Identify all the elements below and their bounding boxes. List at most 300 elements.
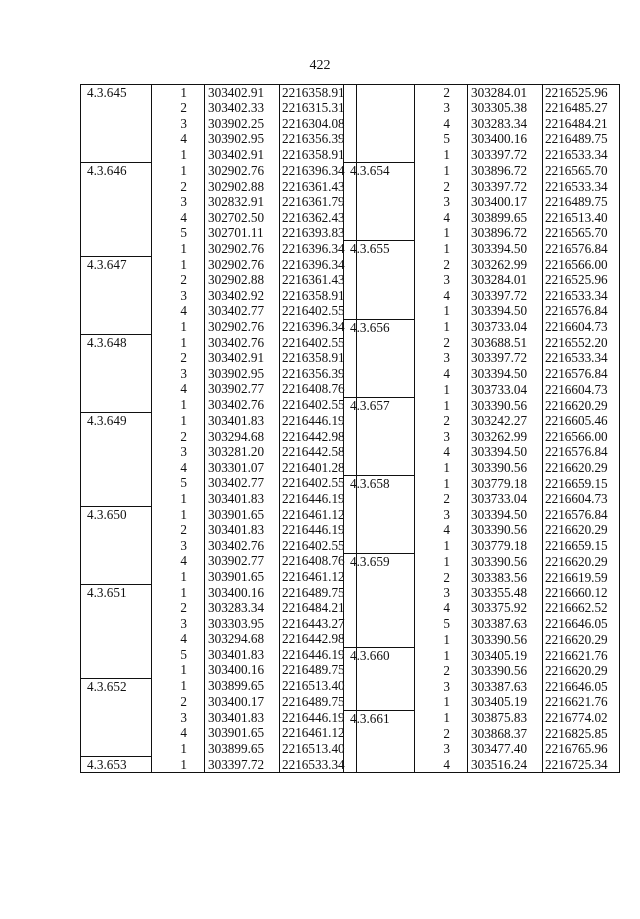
table-row: [81, 256, 357, 272]
section-number-cell: [344, 570, 415, 585]
x-coordinate-cell: 303896.72: [468, 163, 543, 179]
x-coordinate-cell: 302701.11: [205, 225, 280, 240]
y-coordinate-cell: 2216446.19: [280, 413, 357, 429]
point-number-cell: 3: [415, 741, 468, 756]
point-number-cell: 1: [415, 475, 468, 491]
y-coordinate-cell: 2216533.34: [543, 147, 620, 163]
y-coordinate-cell: 2216358.91: [280, 288, 357, 303]
point-number-cell: 4: [152, 303, 205, 318]
point-number-cell: 2: [415, 726, 468, 741]
y-coordinate-cell: 2216442.58: [280, 444, 357, 459]
x-coordinate-cell: 303402.91: [205, 147, 280, 163]
point-number-cell: 3: [415, 679, 468, 694]
x-coordinate-cell: 303733.04: [468, 381, 543, 397]
y-coordinate-cell: 2216396.34: [280, 240, 357, 256]
section-number-cell: [81, 194, 152, 209]
point-number-cell: 1: [152, 662, 205, 678]
coordinates-table-right: [343, 84, 620, 773]
y-coordinate-cell: 2216484.21: [280, 600, 357, 615]
y-coordinate-cell: 2216461.12: [280, 569, 357, 585]
x-coordinate-cell: 303733.04: [468, 319, 543, 335]
point-number-cell: 3: [415, 100, 468, 115]
table-row: [344, 257, 620, 272]
y-coordinate-cell: 2216620.29: [543, 460, 620, 476]
section-number-cell: [344, 100, 415, 115]
table-row: [344, 381, 620, 397]
y-coordinate-cell: 2216358.91: [280, 147, 357, 163]
section-number-cell: 4.3.646: [81, 163, 152, 179]
x-coordinate-cell: 303394.50: [468, 507, 543, 522]
section-number-cell: [81, 553, 152, 568]
point-number-cell: 4: [152, 460, 205, 475]
y-coordinate-cell: 2216402.55: [280, 303, 357, 318]
table-row: [81, 460, 357, 475]
point-number-cell: 2: [152, 600, 205, 615]
table-row: [344, 616, 620, 631]
table-row: [81, 100, 357, 115]
point-number-cell: 3: [415, 507, 468, 522]
y-coordinate-cell: 2216446.19: [280, 522, 357, 537]
table-row: [344, 663, 620, 678]
section-number-cell: 4.3.649: [81, 413, 152, 429]
y-coordinate-cell: 2216620.29: [543, 397, 620, 413]
section-number-cell: [344, 194, 415, 209]
x-coordinate-cell: 303394.50: [468, 303, 543, 319]
y-coordinate-cell: 2216513.40: [543, 210, 620, 225]
point-number-cell: 5: [152, 647, 205, 662]
point-number-cell: 1: [152, 163, 205, 179]
section-number-cell: [81, 397, 152, 413]
y-coordinate-cell: 2216825.85: [543, 726, 620, 741]
table-row: [344, 475, 620, 491]
y-coordinate-cell: 2216402.55: [280, 538, 357, 553]
section-number-cell: 4.3.651: [81, 585, 152, 601]
y-coordinate-cell: 2216765.96: [543, 741, 620, 756]
y-coordinate-cell: 2216525.96: [543, 272, 620, 287]
table-row: [344, 507, 620, 522]
y-coordinate-cell: 2216620.29: [543, 631, 620, 647]
x-coordinate-cell: 303400.16: [205, 662, 280, 678]
table-row: [81, 538, 357, 553]
table-row: [81, 444, 357, 459]
section-number-cell: [344, 507, 415, 522]
point-number-cell: 3: [152, 444, 205, 459]
section-number-cell: 4.3.658: [344, 475, 415, 491]
section-number-cell: [81, 116, 152, 131]
table-row: [81, 553, 357, 568]
table-row: [81, 147, 357, 163]
point-number-cell: 2: [415, 413, 468, 428]
table-row: [81, 179, 357, 194]
x-coordinate-cell: 303390.56: [468, 460, 543, 476]
table-row: [81, 740, 357, 756]
x-coordinate-cell: 303402.76: [205, 397, 280, 413]
y-coordinate-cell: 2216446.19: [280, 490, 357, 506]
table-row: [81, 600, 357, 615]
section-number-cell: [81, 319, 152, 335]
table-row: [344, 585, 620, 600]
section-number-cell: [81, 131, 152, 146]
table-row: [344, 554, 620, 570]
section-number-cell: [344, 272, 415, 287]
x-coordinate-cell: 303868.37: [468, 726, 543, 741]
point-number-cell: 3: [152, 288, 205, 303]
section-number-cell: [81, 475, 152, 490]
point-number-cell: 1: [415, 460, 468, 476]
x-coordinate-cell: 303397.72: [468, 147, 543, 163]
point-number-cell: 1: [152, 413, 205, 429]
x-coordinate-cell: 303402.76: [205, 335, 280, 351]
point-number-cell: 3: [152, 710, 205, 725]
x-coordinate-cell: 303901.65: [205, 506, 280, 522]
point-number-cell: 3: [152, 116, 205, 131]
x-coordinate-cell: 303390.56: [468, 397, 543, 413]
table-row: [81, 490, 357, 506]
section-number-cell: [81, 272, 152, 287]
point-number-cell: 4: [415, 116, 468, 131]
y-coordinate-cell: 2216774.02: [543, 710, 620, 726]
x-coordinate-cell: 303390.56: [468, 631, 543, 647]
section-number-cell: [344, 147, 415, 163]
y-coordinate-cell: 2216484.21: [543, 116, 620, 131]
x-coordinate-cell: 303397.72: [205, 756, 280, 772]
point-number-cell: 3: [415, 272, 468, 287]
x-coordinate-cell: 302902.76: [205, 163, 280, 179]
section-number-cell: [344, 600, 415, 615]
table-row: [344, 335, 620, 350]
x-coordinate-cell: 303284.01: [468, 272, 543, 287]
section-number-cell: [81, 288, 152, 303]
y-coordinate-cell: 2216576.84: [543, 366, 620, 381]
y-coordinate-cell: 2216605.46: [543, 413, 620, 428]
section-number-cell: 4.3.660: [344, 647, 415, 663]
y-coordinate-cell: 2216565.70: [543, 225, 620, 241]
y-coordinate-cell: 2216393.83: [280, 225, 357, 240]
point-number-cell: 4: [152, 131, 205, 146]
table-row: [81, 710, 357, 725]
table-row: [81, 350, 357, 365]
point-number-cell: 1: [152, 506, 205, 522]
x-coordinate-cell: 303733.04: [468, 491, 543, 506]
page-number: 422: [309, 58, 331, 73]
section-number-cell: [81, 522, 152, 537]
table-row: [344, 413, 620, 428]
y-coordinate-cell: 2216489.75: [543, 131, 620, 146]
x-coordinate-cell: 302702.50: [205, 210, 280, 225]
point-number-cell: 2: [415, 257, 468, 272]
table-row: [81, 85, 357, 101]
point-number-cell: 4: [152, 210, 205, 225]
section-number-cell: [344, 381, 415, 397]
table-row: [81, 131, 357, 146]
y-coordinate-cell: 2216443.27: [280, 616, 357, 631]
point-number-cell: 1: [152, 740, 205, 756]
y-coordinate-cell: 2216358.91: [280, 85, 357, 101]
point-number-cell: 2: [415, 663, 468, 678]
y-coordinate-cell: 2216489.75: [543, 194, 620, 209]
table-row: [81, 303, 357, 318]
y-coordinate-cell: 2216604.73: [543, 319, 620, 335]
table-row: [344, 366, 620, 381]
x-coordinate-cell: 303405.19: [468, 647, 543, 663]
x-coordinate-cell: 303896.72: [468, 225, 543, 241]
section-number-cell: [344, 335, 415, 350]
section-number-cell: [81, 225, 152, 240]
point-number-cell: 2: [152, 272, 205, 287]
x-coordinate-cell: 303284.01: [468, 85, 543, 101]
section-number-cell: [81, 303, 152, 318]
section-number-cell: 4.3.661: [344, 710, 415, 726]
y-coordinate-cell: 2216533.34: [280, 756, 357, 772]
table-row: [344, 100, 620, 115]
table-row: [81, 662, 357, 678]
section-number-cell: [81, 460, 152, 475]
point-number-cell: 1: [152, 147, 205, 163]
x-coordinate-cell: 303901.65: [205, 569, 280, 585]
y-coordinate-cell: 2216621.76: [543, 647, 620, 663]
x-coordinate-cell: 303402.77: [205, 475, 280, 490]
table-row: [344, 726, 620, 741]
point-number-cell: 2: [415, 570, 468, 585]
y-coordinate-cell: 2216402.55: [280, 335, 357, 351]
x-coordinate-cell: 303402.33: [205, 100, 280, 115]
table-row: [81, 272, 357, 287]
y-coordinate-cell: 2216361.43: [280, 179, 357, 194]
table-row: [344, 350, 620, 365]
section-number-cell: [344, 757, 415, 773]
table-row: [81, 725, 357, 740]
point-number-cell: 1: [415, 241, 468, 257]
x-coordinate-cell: 303303.95: [205, 616, 280, 631]
section-number-cell: [81, 381, 152, 396]
point-number-cell: 1: [152, 569, 205, 585]
point-number-cell: 1: [152, 397, 205, 413]
x-coordinate-cell: 303902.77: [205, 553, 280, 568]
y-coordinate-cell: 2216489.75: [280, 662, 357, 678]
table-row: [81, 194, 357, 209]
x-coordinate-cell: 303383.56: [468, 570, 543, 585]
y-coordinate-cell: 2216461.12: [280, 506, 357, 522]
section-number-cell: [344, 85, 415, 101]
y-coordinate-cell: 2216362.43: [280, 210, 357, 225]
table-row: [344, 210, 620, 225]
table-row: [344, 647, 620, 663]
point-number-cell: 1: [415, 538, 468, 554]
section-number-cell: [81, 725, 152, 740]
x-coordinate-cell: 303262.99: [468, 429, 543, 444]
point-number-cell: 1: [415, 381, 468, 397]
point-number-cell: 4: [415, 366, 468, 381]
section-number-cell: [81, 444, 152, 459]
y-coordinate-cell: 2216442.98: [280, 631, 357, 646]
section-number-cell: [81, 710, 152, 725]
table-row: [344, 694, 620, 710]
table-row: [344, 85, 620, 101]
x-coordinate-cell: 303390.56: [468, 663, 543, 678]
point-number-cell: 1: [415, 397, 468, 413]
table-row: [344, 460, 620, 476]
section-number-cell: [344, 131, 415, 146]
y-coordinate-cell: 2216552.20: [543, 335, 620, 350]
x-coordinate-cell: 303394.50: [468, 241, 543, 257]
y-coordinate-cell: 2216604.73: [543, 381, 620, 397]
table-row: [81, 225, 357, 240]
section-number-cell: 4.3.657: [344, 397, 415, 413]
x-coordinate-cell: 303301.07: [205, 460, 280, 475]
point-number-cell: 4: [415, 757, 468, 773]
point-number-cell: 5: [152, 225, 205, 240]
x-coordinate-cell: 303516.24: [468, 757, 543, 773]
y-coordinate-cell: 2216396.34: [280, 256, 357, 272]
y-coordinate-cell: 2216566.00: [543, 429, 620, 444]
point-number-cell: 3: [152, 616, 205, 631]
y-coordinate-cell: 2216361.79: [280, 194, 357, 209]
y-coordinate-cell: 2216489.75: [280, 585, 357, 601]
y-coordinate-cell: 2216525.96: [543, 85, 620, 101]
x-coordinate-cell: 303899.65: [468, 210, 543, 225]
table-row: [81, 694, 357, 709]
section-number-cell: [81, 100, 152, 115]
point-number-cell: 1: [415, 647, 468, 663]
y-coordinate-cell: 2216356.39: [280, 131, 357, 146]
table-row: [81, 429, 357, 444]
point-number-cell: 1: [152, 490, 205, 506]
section-number-cell: [81, 662, 152, 678]
x-coordinate-cell: 303401.83: [205, 647, 280, 662]
table-row: [344, 757, 620, 773]
section-number-cell: [81, 429, 152, 444]
section-number-cell: 4.3.654: [344, 163, 415, 179]
table-row: [344, 522, 620, 537]
y-coordinate-cell: 2216442.98: [280, 429, 357, 444]
section-number-cell: [344, 679, 415, 694]
y-coordinate-cell: 2216533.34: [543, 179, 620, 194]
point-number-cell: 3: [415, 429, 468, 444]
y-coordinate-cell: 2216576.84: [543, 444, 620, 459]
x-coordinate-cell: 303375.92: [468, 600, 543, 615]
x-coordinate-cell: 303401.83: [205, 490, 280, 506]
table-row: [344, 131, 620, 146]
section-number-cell: [344, 585, 415, 600]
y-coordinate-cell: 2216513.40: [280, 740, 357, 756]
y-coordinate-cell: 2216659.15: [543, 538, 620, 554]
y-coordinate-cell: 2216396.34: [280, 319, 357, 335]
section-number-cell: [81, 569, 152, 585]
x-coordinate-cell: 303390.56: [468, 522, 543, 537]
y-coordinate-cell: 2216646.05: [543, 616, 620, 631]
x-coordinate-cell: 303402.77: [205, 303, 280, 318]
y-coordinate-cell: 2216361.43: [280, 272, 357, 287]
table-row: [81, 756, 357, 772]
x-coordinate-cell: 303281.20: [205, 444, 280, 459]
x-coordinate-cell: 303394.50: [468, 444, 543, 459]
section-number-cell: [344, 116, 415, 131]
y-coordinate-cell: 2216396.34: [280, 163, 357, 179]
y-coordinate-cell: 2216315.31: [280, 100, 357, 115]
point-number-cell: 2: [415, 491, 468, 506]
y-coordinate-cell: 2216485.27: [543, 100, 620, 115]
table-row: [81, 631, 357, 646]
section-number-cell: [344, 694, 415, 710]
table-row: [81, 116, 357, 131]
section-number-cell: 4.3.659: [344, 554, 415, 570]
section-number-cell: [344, 257, 415, 272]
point-number-cell: 4: [152, 553, 205, 568]
x-coordinate-cell: 303902.95: [205, 131, 280, 146]
section-number-cell: [81, 210, 152, 225]
x-coordinate-cell: 303283.34: [468, 116, 543, 131]
y-coordinate-cell: 2216659.15: [543, 475, 620, 491]
section-number-cell: [81, 694, 152, 709]
x-coordinate-cell: 303394.50: [468, 366, 543, 381]
table-row: [344, 631, 620, 647]
y-coordinate-cell: 2216356.39: [280, 366, 357, 381]
section-number-cell: 4.3.653: [81, 756, 152, 772]
table-row: [344, 429, 620, 444]
section-number-cell: [81, 631, 152, 646]
section-number-cell: [344, 350, 415, 365]
y-coordinate-cell: 2216446.19: [280, 647, 357, 662]
section-number-cell: [344, 538, 415, 554]
y-coordinate-cell: 2216304.08: [280, 116, 357, 131]
point-number-cell: 3: [415, 350, 468, 365]
table-row: [344, 741, 620, 756]
y-coordinate-cell: 2216660.12: [543, 585, 620, 600]
point-number-cell: 1: [152, 678, 205, 694]
x-coordinate-cell: 303402.76: [205, 538, 280, 553]
x-coordinate-cell: 303400.16: [468, 131, 543, 146]
point-number-cell: 2: [152, 522, 205, 537]
point-number-cell: 3: [152, 194, 205, 209]
y-coordinate-cell: 2216620.29: [543, 663, 620, 678]
table-row: [344, 288, 620, 303]
point-number-cell: 2: [415, 85, 468, 101]
x-coordinate-cell: 302902.88: [205, 179, 280, 194]
point-number-cell: 1: [152, 335, 205, 351]
x-coordinate-cell: 303242.27: [468, 413, 543, 428]
y-coordinate-cell: 2216461.12: [280, 725, 357, 740]
point-number-cell: 3: [415, 585, 468, 600]
section-number-cell: 4.3.656: [344, 319, 415, 335]
table-row: [344, 116, 620, 131]
x-coordinate-cell: 302902.88: [205, 272, 280, 287]
y-coordinate-cell: 2216566.00: [543, 257, 620, 272]
section-number-cell: [81, 240, 152, 256]
point-number-cell: 3: [415, 194, 468, 209]
table-row: [81, 522, 357, 537]
section-number-cell: [81, 179, 152, 194]
x-coordinate-cell: 303400.16: [205, 585, 280, 601]
point-number-cell: 4: [152, 725, 205, 740]
x-coordinate-cell: 303477.40: [468, 741, 543, 756]
x-coordinate-cell: 303779.18: [468, 475, 543, 491]
point-number-cell: 1: [152, 256, 205, 272]
y-coordinate-cell: 2216604.73: [543, 491, 620, 506]
y-coordinate-cell: 2216358.91: [280, 350, 357, 365]
table-row: [344, 679, 620, 694]
y-coordinate-cell: 2216533.34: [543, 350, 620, 365]
section-number-cell: 4.3.650: [81, 506, 152, 522]
x-coordinate-cell: 303262.99: [468, 257, 543, 272]
x-coordinate-cell: 303902.95: [205, 366, 280, 381]
section-number-cell: [81, 740, 152, 756]
x-coordinate-cell: 303779.18: [468, 538, 543, 554]
point-number-cell: 3: [152, 366, 205, 381]
y-coordinate-cell: 2216565.70: [543, 163, 620, 179]
point-number-cell: 2: [152, 350, 205, 365]
table-row: [344, 272, 620, 287]
section-number-cell: [344, 726, 415, 741]
